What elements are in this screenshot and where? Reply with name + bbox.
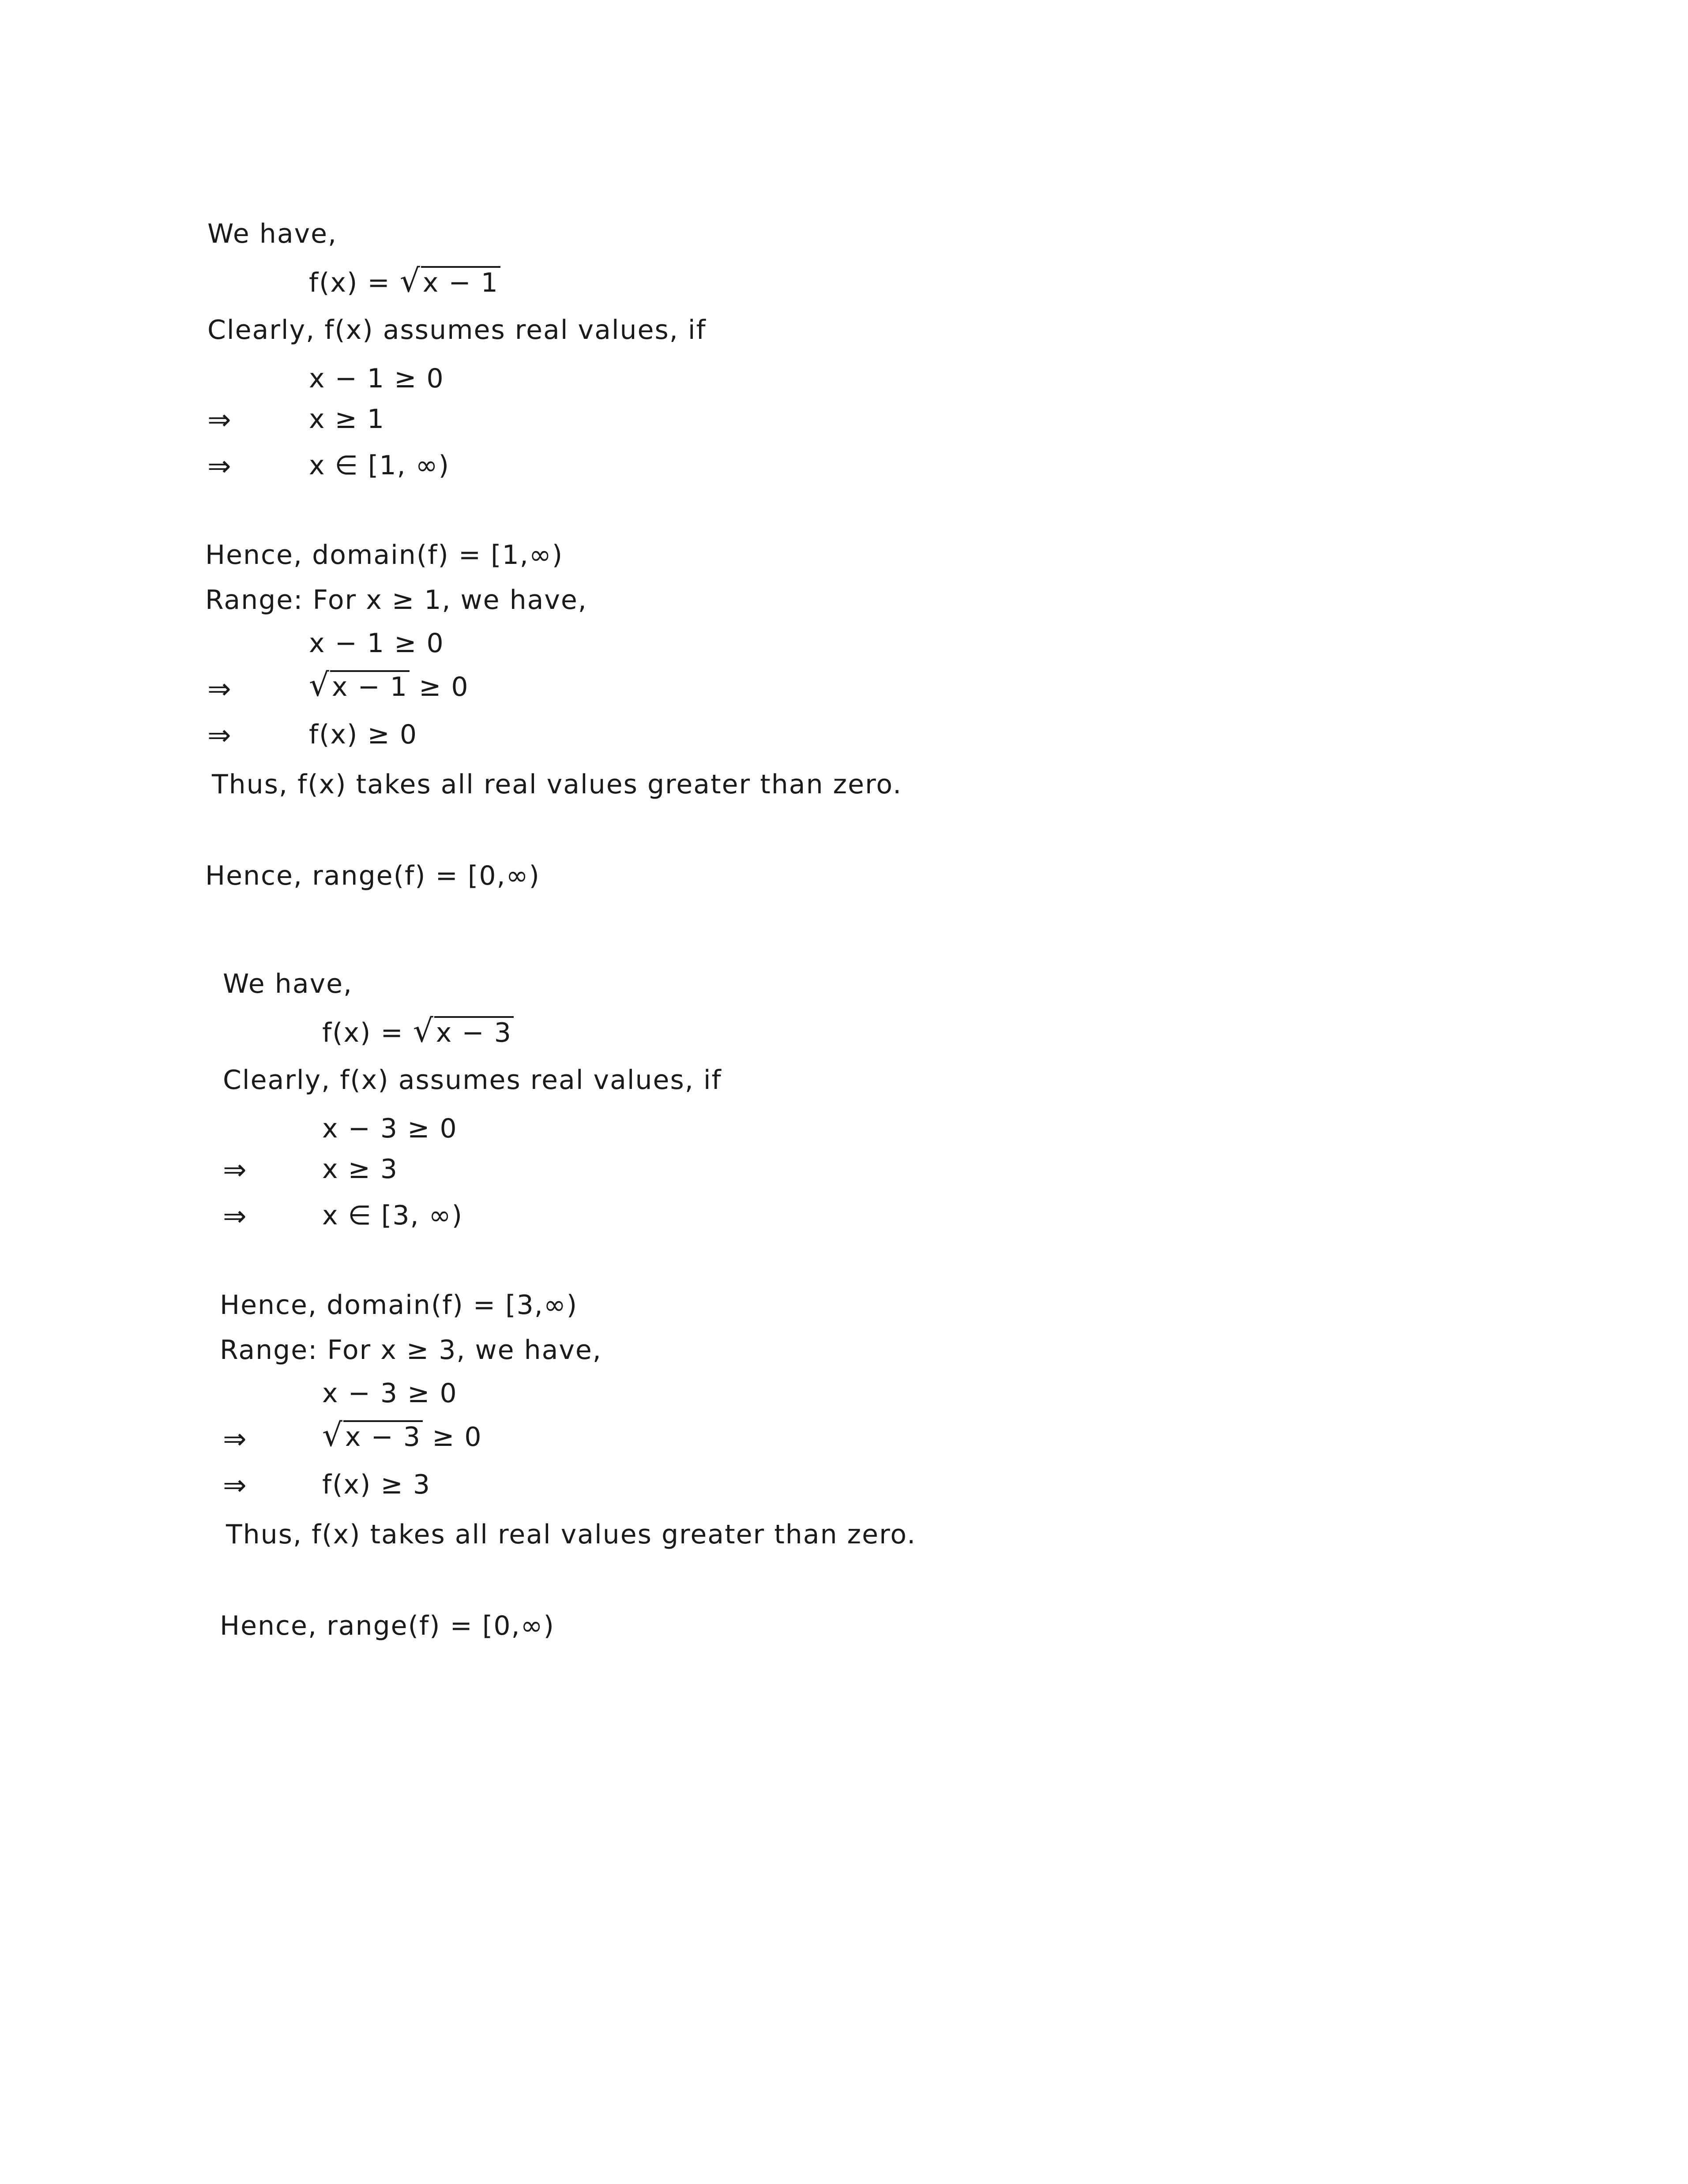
s1-range-step3: f(x) ≥ 0 xyxy=(309,719,418,750)
s1-clearly-pre: Clearly, xyxy=(207,315,325,345)
s1-radicand: x − 1 xyxy=(421,266,500,296)
s2-step1: x − 3 ≥ 0 xyxy=(322,1113,458,1144)
radical-icon: √ xyxy=(413,1012,434,1049)
s2-range-intro: Range: For x ≥ 3, we have, xyxy=(220,1335,602,1366)
s1-range-intro: Range: For x ≥ 1, we have, xyxy=(205,585,587,615)
s1-implies-arrow-2: ⇒ xyxy=(207,450,232,483)
s2-range-implies-arrow-2: ⇒ xyxy=(223,1469,248,1502)
s1-domain: Hence, domain(f) = [1,∞) xyxy=(205,540,564,570)
s2-step3: x ∈ [3, ∞) xyxy=(322,1200,463,1231)
s2-domain: Hence, domain(f) = [3,∞) xyxy=(220,1290,578,1321)
s2-clearly-line xyxy=(223,1065,722,1096)
s1-range-implies-arrow-1: ⇒ xyxy=(207,673,232,705)
s2-function-definition xyxy=(322,1012,514,1049)
radical-icon: √ xyxy=(309,666,330,703)
s1-range: Hence, range(f) = [0,∞) xyxy=(205,860,540,891)
s2-function-lhs: f(x) = xyxy=(322,1017,413,1048)
s1-range-step2-post: ≥ 0 xyxy=(410,672,469,702)
s2-range-step2-post: ≥ 0 xyxy=(423,1422,482,1452)
s1-function-lhs: f(x) = xyxy=(309,267,400,298)
s2-clearly-pre: Clearly, xyxy=(223,1065,340,1096)
s2-range-sqrt xyxy=(322,1416,423,1453)
s2-radicand: x − 3 xyxy=(434,1016,514,1046)
s2-range-step2 xyxy=(322,1416,482,1453)
s1-range-step1: x − 1 ≥ 0 xyxy=(309,628,444,659)
s1-clearly-line xyxy=(207,317,707,343)
s2-we-have: We have, xyxy=(223,968,353,999)
s2-clearly-post: assumes real values, if xyxy=(389,1065,722,1096)
s2-implies-arrow-2: ⇒ xyxy=(223,1200,248,1233)
s1-range-sqrt xyxy=(309,666,410,703)
s1-function-definition xyxy=(309,262,500,299)
s2-implies-arrow-1: ⇒ xyxy=(223,1154,248,1186)
s1-implies-arrow-1: ⇒ xyxy=(207,404,232,436)
s1-range-radicand: x − 1 xyxy=(330,670,410,700)
radical-icon: √ xyxy=(322,1416,343,1453)
s2-sqrt-expression xyxy=(413,1012,514,1049)
s2-range-radicand: x − 3 xyxy=(343,1420,423,1450)
s1-thus: Thus, f(x) takes all real values greater than zero. xyxy=(212,769,902,800)
s1-range-step2 xyxy=(309,666,469,703)
s2-clearly-fx: f(x) xyxy=(340,1065,389,1096)
s1-range-implies-arrow-2: ⇒ xyxy=(207,719,232,752)
s2-range-step3: f(x) ≥ 3 xyxy=(322,1469,431,1500)
s2-step2: x ≥ 3 xyxy=(322,1154,399,1185)
s1-step2: x ≥ 1 xyxy=(309,404,385,435)
s1-step1: x − 1 ≥ 0 xyxy=(309,363,444,394)
s2-range: Hence, range(f) = [0,∞) xyxy=(220,1610,555,1641)
s1-clearly-post: assumes real values, if xyxy=(373,315,707,345)
s1-clearly-fx: f(x) xyxy=(324,315,374,345)
s2-range-step1: x − 3 ≥ 0 xyxy=(322,1378,458,1409)
s1-step3: x ∈ [1, ∞) xyxy=(309,450,450,481)
s1-sqrt-expression xyxy=(399,262,500,299)
s1-we-have: We have, xyxy=(207,218,338,249)
s2-thus: Thus, f(x) takes all real values greater than zero. xyxy=(226,1519,917,1550)
s2-range-implies-arrow-1: ⇒ xyxy=(223,1423,248,1456)
radical-icon: √ xyxy=(399,262,421,299)
